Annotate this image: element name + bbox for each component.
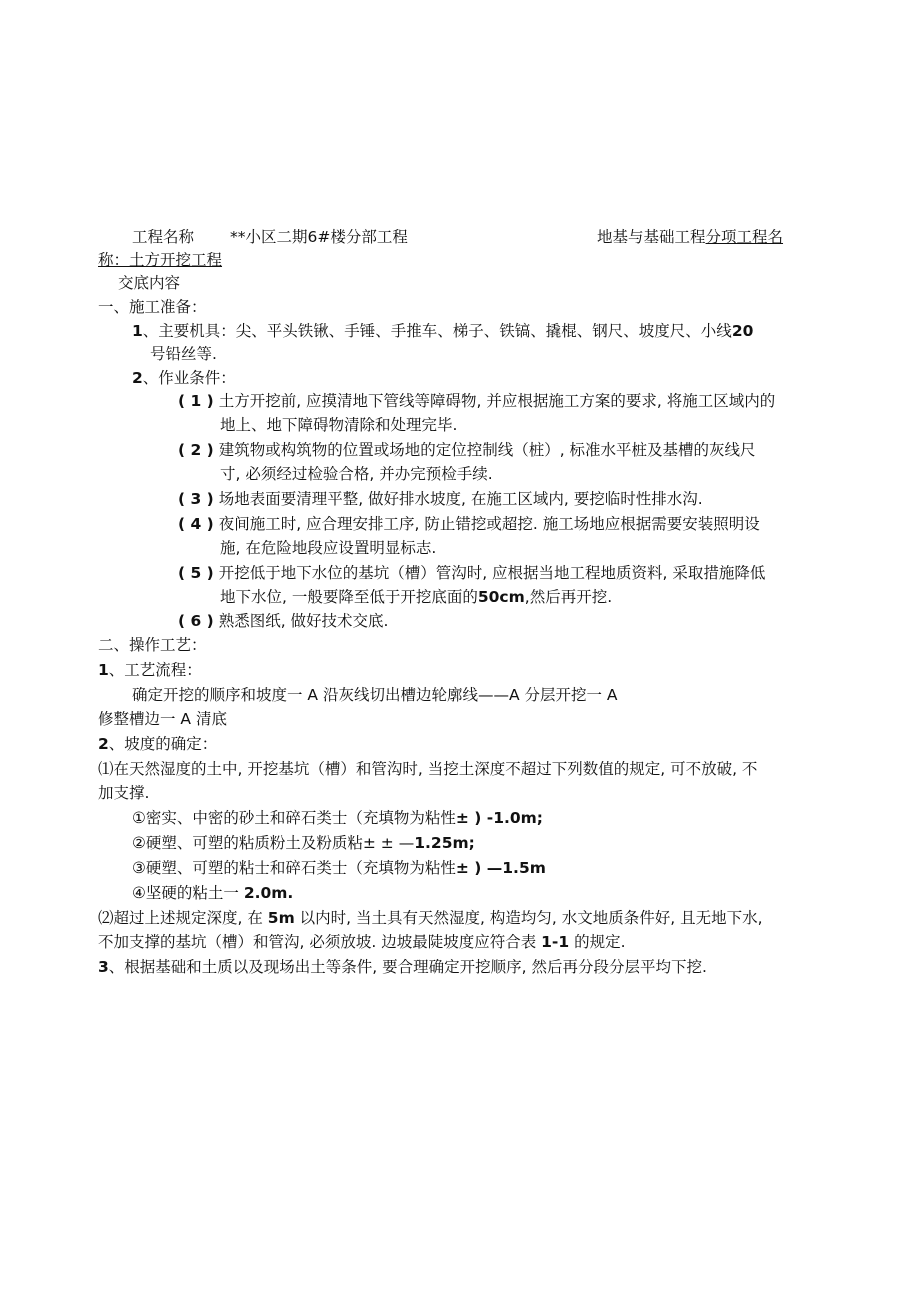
soil-item-3 <box>132 858 546 878</box>
item2-text: 、作业条件： <box>142 369 236 387</box>
item2-num: 2 <box>132 369 143 387</box>
slope-rule-1-a: ⑴在天然湿度的土中, 开挖基坑（槽）和管沟时, 当挖土深度不超过下列数值的规定, 可不放破, 不 <box>98 760 758 778</box>
s2-b1: 不加支撑的基坑（槽）和管沟, 必须放坡. 边坡最陡坡度应符合表 <box>98 933 542 951</box>
item2-line <box>132 368 236 388</box>
soil-item-1-value: ± ) -1.0m; <box>455 809 544 827</box>
condition-2-line-a <box>178 440 756 460</box>
condition-5-line-b <box>220 587 612 607</box>
p3-num: 3 <box>98 958 109 976</box>
s2-a3: 以内时, 当土具有天然湿度, 构造均匀, 水文地质条件好, 且无地下水, <box>294 909 763 927</box>
process-flow-heading <box>98 660 202 680</box>
slope-rule-2-b <box>98 932 626 952</box>
soil-item-4-value: 2.0m. <box>243 884 294 902</box>
condition-5-num: ( 5 ) <box>178 564 214 582</box>
s2-a1: ⑵超过上述规定深度, 在 <box>98 909 268 927</box>
soil-item-2 <box>132 833 475 853</box>
flow-line-a: 确定开挖的顺序和坡度一 A 沿灰线切出槽边轮廓线——A 分层开挖一 A <box>132 686 618 704</box>
soil-item-3-value: ± ) —1.5m <box>455 859 546 877</box>
condition-5-line-a <box>178 563 765 583</box>
p2-num: 2 <box>98 735 109 753</box>
item1-text-b: 20 <box>731 322 754 340</box>
soil-item-1-text: ①密实、中密的砂土和碎石类士（充填物为粘性 <box>132 809 456 827</box>
division-project-line <box>597 227 783 247</box>
condition-2-text-b: 寸, 必须经过检验合格, 并办完预检手续. <box>220 465 493 483</box>
condition-4-text-b: 施, 在危险地段应设置明显标志. <box>220 539 437 557</box>
condition-3-text: 场地表面要清理平整, 做好排水坡度, 在施工区域内, 要挖临时性排水沟. <box>218 490 703 508</box>
soil-item-2-text: ②硬塑、可塑的粘质粉土及粉质粘± ± — <box>132 834 415 852</box>
p1-text: 、工艺流程： <box>108 661 202 679</box>
p2-text: 、坡度的确定： <box>108 735 218 753</box>
condition-1-num: ( 1 ) <box>178 392 214 410</box>
p3-text: 、根据基础和土质以及现场出土等条件, 要合理确定开挖顺序, 然后再分段分层平均下挖. <box>108 958 707 976</box>
s2-b2: 1-1 <box>541 933 570 951</box>
soil-item-4-text: ④坚硬的粘土一 <box>132 884 244 902</box>
condition-2-text-a: 建筑物或构筑物的位置或场地的定位控制线（桩）, 标准水平桩及基槽的灰线尺 <box>218 441 756 459</box>
condition-6-num: ( 6 ) <box>178 612 214 630</box>
soil-item-2-value: 1.25m; <box>414 834 475 852</box>
condition-5-text-b2: 50cm <box>477 588 525 606</box>
condition-6-line <box>178 611 388 631</box>
condition-2-num: ( 2 ) <box>178 441 214 459</box>
condition-1-text-a: 土方开挖前, 应摸清地下管线等障碍物, 并应根据施工方案的要求, 将施工区域内的 <box>218 392 776 410</box>
project-name-value: **小区二期6#楼分部工程 <box>230 228 408 246</box>
condition-5-text-b1: 地下水位, 一般要降至低于开挖底面的 <box>220 588 478 606</box>
project-name-label: 工程名称 <box>132 228 195 246</box>
item1-text-c: 号铅丝等. <box>150 345 217 363</box>
item1-text-a: 、主要机具：尖、平头铁锹、手锤、手推车、梯子、铁镐、撬棍、钢尺、坡度尺、小线 <box>142 322 732 340</box>
s2-a2: 5m <box>267 909 295 927</box>
condition-1-line-a <box>178 391 775 411</box>
slope-heading <box>98 734 217 754</box>
condition-1-text-b: 地上、地下障碍物清除和处理完毕. <box>220 416 458 434</box>
content-label: 交底内容 <box>118 274 181 292</box>
item1-line <box>132 321 753 341</box>
condition-5-text-b3: ,然后再开挖. <box>524 588 613 606</box>
soil-item-3-text: ③硬塑、可塑的粘士和碎石类士（充填物为粘性 <box>132 859 456 877</box>
soil-item-1 <box>132 808 543 828</box>
excavation-order-line <box>98 957 707 977</box>
section2-title: 二、操作工艺： <box>98 636 207 654</box>
s2-b3: 的规定. <box>569 933 626 951</box>
slope-rule-1-b: 加支撑. <box>98 784 150 802</box>
condition-5-text-a: 开挖低于地下水位的基坑（槽）管沟时, 应根据当地工程地质资料, 采取措施降低 <box>218 564 766 582</box>
condition-3-num: ( 3 ) <box>178 490 214 508</box>
flow-line-b: 修整槽边一 A 清底 <box>98 710 227 728</box>
slope-rule-2-a <box>98 908 763 928</box>
section1-title: 一、施工准备： <box>98 298 207 316</box>
subitem-line <box>98 250 222 270</box>
subitem-value: 土方开挖工程 <box>129 251 223 269</box>
condition-4-num: ( 4 ) <box>178 515 214 533</box>
subitem-label-a: 分项工程名 <box>705 228 784 246</box>
item1-num: 1 <box>132 322 143 340</box>
condition-4-text-a: 夜间施工时, 应合理安排工序, 防止错挖或超挖. 施工场地应根据需要安装照明设 <box>218 515 760 533</box>
condition-6-text: 熟悉图纸, 做好技术交底. <box>218 612 389 630</box>
condition-4-line-a <box>178 514 760 534</box>
division-value: 地基与基础工程 <box>597 228 706 246</box>
soil-item-4 <box>132 883 293 903</box>
condition-3-line <box>178 489 703 509</box>
subitem-label-b: 称： <box>98 251 130 269</box>
p1-num: 1 <box>98 661 109 679</box>
